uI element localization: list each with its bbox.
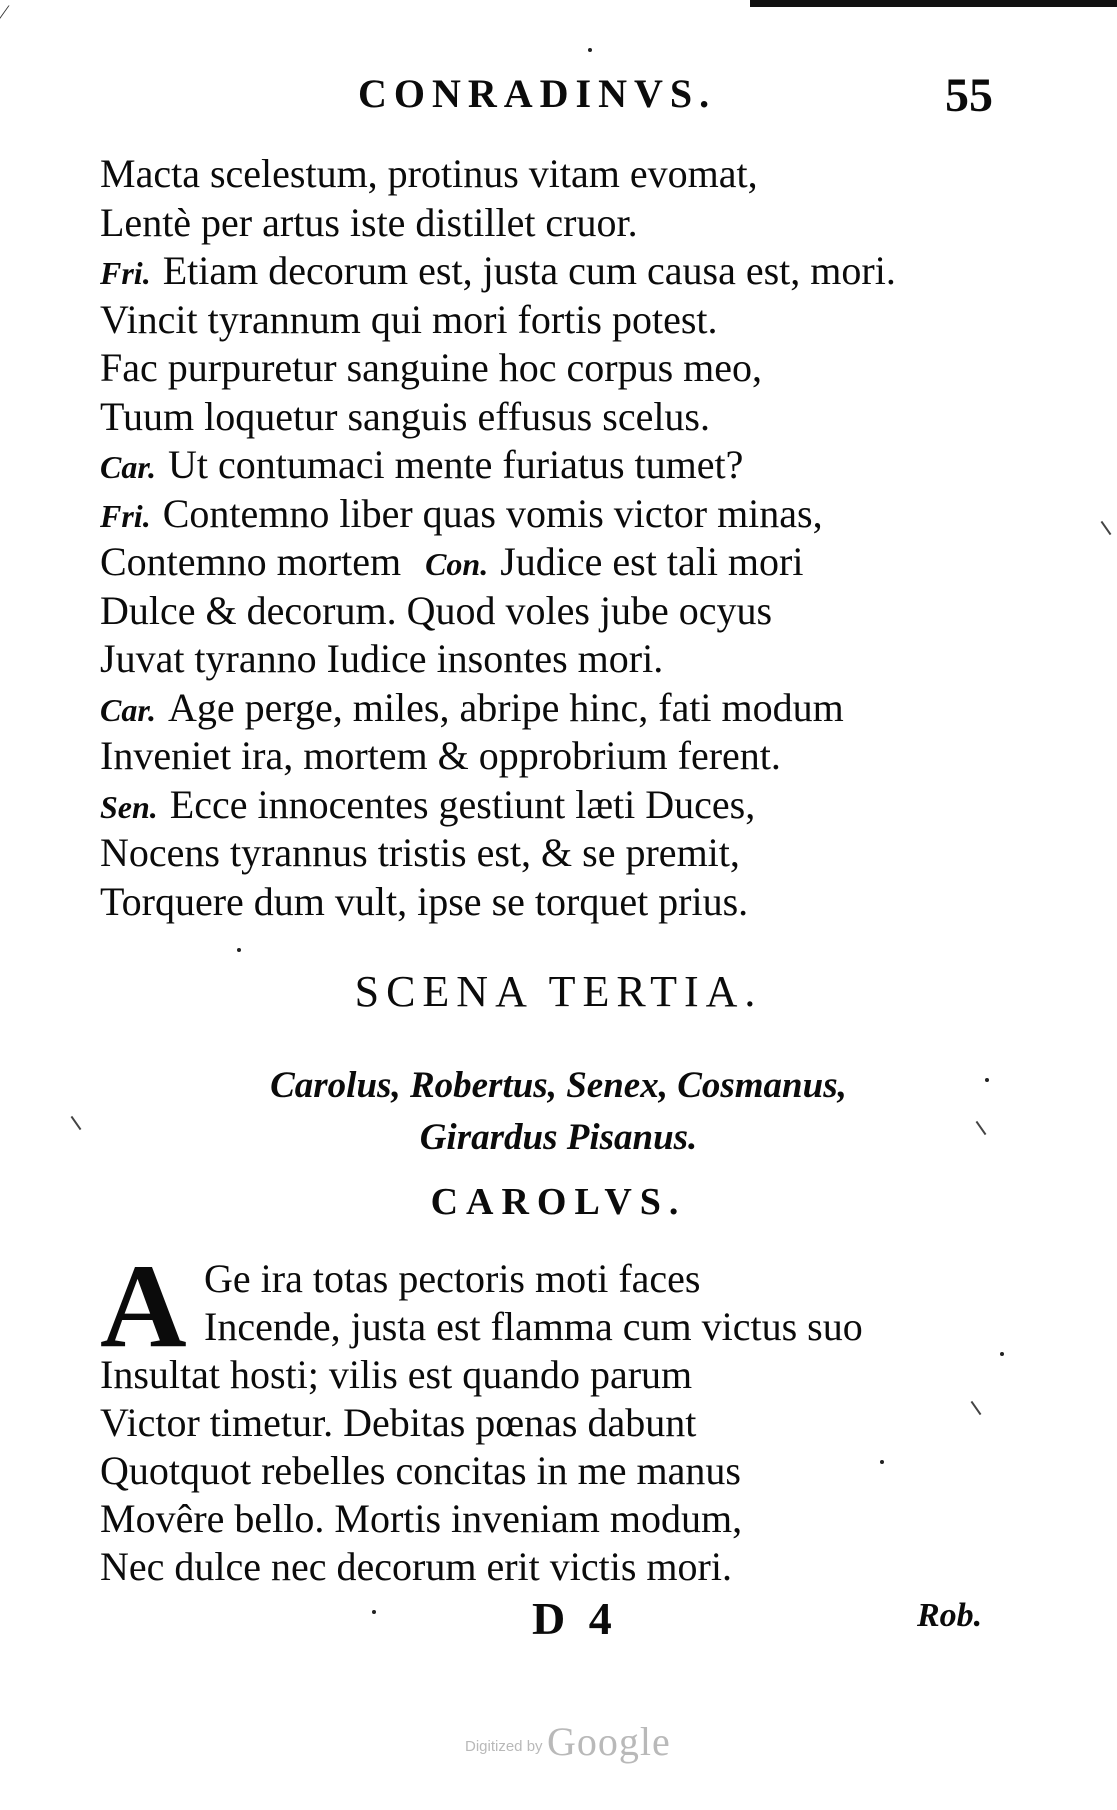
speaker-label: Car.	[100, 691, 157, 728]
signature-mark: D 4	[532, 1593, 618, 1644]
margin-mark	[1101, 521, 1112, 535]
speaker-label: Con.	[425, 546, 489, 582]
speaker-label: Fri.	[100, 255, 151, 291]
page-header	[0, 70, 1117, 130]
verse-line: Tuum loquetur sanguis effusus scelus.	[100, 393, 710, 439]
verse-line: Ge ira totas pectoris moti faces	[204, 1256, 701, 1301]
verse-line: Fac purpuretur sanguine hoc corpus meo,	[100, 345, 763, 390]
ink-speck	[985, 1078, 989, 1082]
verse-line: Movêre bello. Mortis inveniam modum,	[100, 1496, 743, 1541]
speaker-label: Sen.	[100, 788, 158, 825]
verse-line: Fri. Contemno liber quas vomis victor minas,	[100, 490, 823, 536]
personae-line: Carolus, Robertus, Senex, Cosmanus,	[270, 1065, 847, 1106]
verse-line: Incende, justa est flamma cum victus suo	[204, 1304, 863, 1349]
corner-mark: ⁄	[2, 0, 6, 25]
verse-line: Macta scelestum, protinus vitam evomat,	[100, 151, 758, 196]
dramatis-personae	[0, 1060, 1117, 1164]
verse-line: Torquere dum vult, ipse se torquet prius.	[100, 878, 749, 924]
speaker-label: Car.	[100, 449, 157, 485]
verse-line: Nocens tyrannus tristis est, & se premit,	[100, 830, 740, 875]
ink-speck	[237, 948, 241, 952]
verse-line: Victor timetur. Debitas pœnas dabunt	[100, 1400, 697, 1445]
ink-speck	[1000, 1352, 1004, 1356]
verse-block-1	[100, 150, 1020, 926]
page-edge-rule	[750, 0, 1117, 7]
verse-line: Sen. Ecce innocentes gestiunt læti Duces,	[100, 781, 756, 827]
watermark-prefix: Digitized by	[465, 1738, 543, 1755]
running-title: CONRADINVS.	[358, 71, 717, 116]
digitization-watermark	[465, 1718, 671, 1765]
watermark-brand: Google	[547, 1719, 671, 1764]
verse-line: Vincit tyrannum qui mori fortis potest.	[100, 296, 718, 342]
drop-cap: A	[100, 1239, 187, 1372]
verse-line: Fri. Etiam decorum est, justa cum causa est, mori.	[100, 248, 896, 293]
speaker-label: Fri.	[100, 497, 151, 534]
ink-speck	[880, 1460, 884, 1464]
verse-line: Dulce & decorum. Quod voles jube ocyus	[100, 587, 773, 633]
verse-line: Contemno mortem Con. Judice est tali mori	[100, 539, 804, 584]
verse-line: Insultat hosti; vilis est quando parum	[100, 1352, 693, 1397]
verse-line: Car. Age perge, miles, abripe hinc, fati modum	[100, 684, 844, 730]
verse-line: Inveniet ira, mortem & opprobrium ferent.	[100, 733, 781, 778]
ink-speck	[588, 48, 592, 52]
verse-block-2	[100, 1255, 1020, 1591]
ink-speck	[372, 1610, 376, 1614]
verse-line: Nec dulce nec decorum erit victis mori.	[100, 1544, 732, 1589]
verse-line: Car. Ut contumaci mente furiatus tumet?	[100, 442, 744, 487]
speaker-heading: CAROLVS.	[430, 1181, 687, 1223]
scene-title: SCENA TERTIA.	[354, 967, 763, 1016]
verse-line: Lentè per artus iste distillet cruor.	[100, 199, 638, 245]
catchword: Rob.	[917, 1597, 983, 1634]
page-number: 55	[945, 69, 993, 122]
verse-line: Juvat tyranno Iudice insontes mori.	[100, 636, 664, 681]
verse-line: Quotquot rebelles concitas in me manus	[100, 1448, 741, 1493]
personae-line: Girardus Pisanus.	[419, 1117, 698, 1158]
